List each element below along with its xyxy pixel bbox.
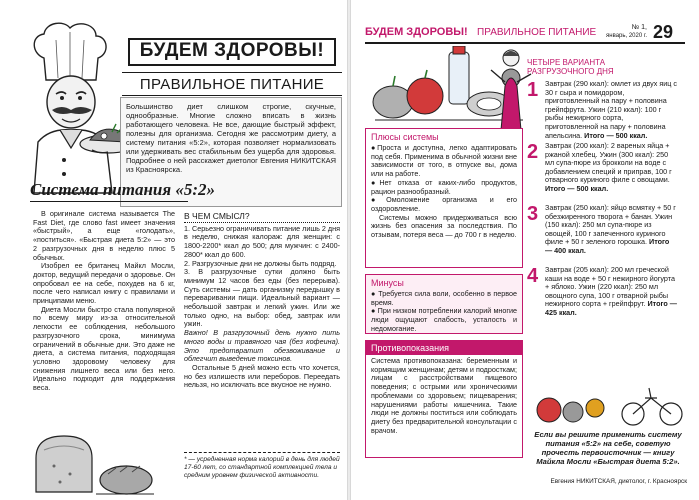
author-signature: Евгения НИКИТСКАЯ, диетолог, г. Красноярск — [550, 478, 687, 485]
option-text: Завтрак (200 ккал): 2 вареных яйца + ржаной хлебец. Ужин (300 ккал): 250 мл супа-пюре из брокколи на воде с добавлением специй и приправ, 100 г отварного куриного филе с овощами. — [545, 141, 672, 185]
article-column-1 — [33, 210, 175, 393]
pluses-title: Плюсы системы — [371, 132, 439, 142]
pluses-note: Системы можно придерживаться всю жизнь без опасения за последствия. По отзывам, потеря веса — до 700 г в неделю. — [371, 212, 517, 240]
minuses-box — [365, 274, 523, 334]
header-subtitle: ПРАВИЛЬНОЕ ПИТАНИЕ — [122, 72, 342, 96]
closing-quote: Если вы решите применить систему питания «5:2» на себе, советую прочесть первоисточник — книгу Майкла Мосли «Быстрая диета 5:2». — [534, 430, 682, 466]
option-item — [527, 142, 677, 194]
option-number: 4 — [527, 265, 539, 287]
pluses-box — [365, 128, 523, 268]
contraindications-text: Система противопоказана: беременным и кормящим женщинам; детям и подросткам; лицам с расстройствами пищевого поведения; с острыми или хроническими проблемами со здоровьем; пищеварения; нарушениями работы кишечника. Такие люди не должны поститься или соблюдать диету без предварительной консультации с врачом. — [371, 356, 517, 435]
col1-paragraph: Диета Мосли быстро стала популярной по всему миру из-за относительной легкости ее соблюдения, небольшого разгрузочного срока, минимума ограничений в обычные дни. Это даже не диета, а система питания, подходящая условно здоровому человеку для снижения лишнего веса или без него. Идеально подходит для поддержания веса. — [33, 304, 175, 393]
option-item — [527, 204, 677, 256]
left-header — [122, 34, 342, 94]
col1-paragraph: В оригинале система называется The Fast Diet, где слово fast имеет значения «быстрый», а еще «голодать», «поститься». «Быстрая диета 5:2» — это 2 разгрузочных дня в неделю плюс 5 обычных. — [33, 209, 175, 262]
options-title-line2: РАЗГРУЗОЧНОГО ДНЯ — [527, 67, 614, 76]
header-title: БУДЕМ ЗДОРОВЫ! — [139, 40, 325, 61]
col1-paragraph: Изобрел ее британец Майкл Мосли, доктор, ведущий передачи о здоровье. Он опробовал ее на себе, похудев на 6 кг, после чего написал книгу с правилами и принципами меню. — [33, 261, 175, 306]
pluses-item: ●Омоложение организма и его оздоровление. — [371, 195, 517, 213]
pluses-item: ●Проста и доступна, легко адаптировать под себя. Применима в обычной жизни вне зависимости от того, в отпуске вы, дома или на работе. — [371, 143, 517, 179]
option-total: Итого — 425 ккал. — [545, 299, 677, 317]
right-page — [351, 0, 699, 500]
fruit-bike-illustration — [529, 378, 689, 428]
header-rule — [365, 42, 685, 44]
pluses-item: ●Нет отказа от каких-либо продуктов, рацион разнообразный. — [371, 177, 517, 196]
options-title-line1: ЧЕТЫРЕ ВАРИАНТА — [527, 58, 606, 67]
option-number: 3 — [527, 203, 539, 225]
col2-item: 3. В разгрузочные сутки должно быть минимум 12 часов без еды (без перерыва). Суть системы — дать организму передышку в переваривании пищи. Идеальный вариант — небольшой завтрак и легкий ужин. Или же только одно, на выбор: обед, завтрак или ужин. — [184, 267, 340, 329]
option-text: Завтрак (250 ккал): яйцо всмятку + 50 г обезжиренного творога + банан. Ужин (150 ккал): 250 мл супа-пюре из овощей, 100 г запеченного куриного филе + 50 г зеленого горошка. — [545, 203, 676, 247]
option-total: Итого — 500 ккал. — [584, 130, 648, 140]
col2-heading: В ЧЕМ СМЫСЛ? — [184, 212, 340, 223]
option-number: 2 — [527, 141, 539, 163]
running-header-title: БУДЕМ ЗДОРОВЫ! — [365, 26, 468, 38]
article-title: Система питания «5:2» — [30, 180, 216, 199]
page-number: 29 — [653, 22, 674, 42]
intro-text: Большинство диет слишком строгие, скучные, однообразные. Многие сложно вписать в жизнь работающего человека. Не все, дающие быстрый эффект, полезны для организма. Сегодня же рассмотрим диету, а систему питания «5:2», которая позволяет нормализовать или удерживать вес стабильным без ущерба для здоровья. Подробнее о ней расскажет диетолог Евгения НИКИТСКАЯ из Красноярска. — [126, 102, 336, 174]
col2-rest: Остальные 5 дней можно есть что хочется, но без излишеств или переборов. Переедать нельзя, но исключать все вкусное не нужно. — [184, 362, 340, 390]
minuses-title: Минусы — [371, 278, 404, 288]
option-total: Итого — 500 ккал. — [545, 183, 609, 193]
bread-illustration — [30, 406, 158, 498]
option-text: Завтрак (205 ккал): 200 мл греческой каши на воде + 50 г нежирного йогурта + яблоко. Ужин (220 ккал): 250 мл овощного супа, 100 г отварной рыбы нежирного сорта + грейпфрут. — [545, 265, 675, 309]
options-list — [527, 80, 687, 380]
option-text: Завтрак (290 ккал): омлет из двух яиц с 30 г сыра и помидором, приготовленный на пару + половина грейпфрута. Ужин (210 ккал): 100 г рыбы нежирного сорта, приготовленной на пару + половина апельсина. — [545, 79, 677, 140]
minuses-item: ● Требуется сила воли, особенно в первое время. — [371, 289, 517, 307]
contraindications-box — [365, 340, 523, 458]
col2-item: 1. Серьезно ограничивать питание лишь 2 дня в неделю, снижая калораж: для женщин: с 1800-2200* ккал до 500; для мужчин: с 2400-2800* ккал до 600. — [184, 223, 340, 259]
running-header-subtitle: ПРАВИЛЬНОЕ ПИТАНИЕ — [477, 27, 597, 38]
issue-number: № 1, — [631, 24, 647, 31]
article-title-underline — [30, 201, 188, 202]
col2-important: Важно! В разгрузочный день нужно пить много воды и травяного чая (без кофеина). Это предотвратит обезвоживание и облегчит выведение токсинов. — [184, 328, 340, 364]
chef-illustration — [4, 18, 136, 196]
left-page — [0, 0, 347, 500]
minuses-item: ● При низком потреблении калорий многие люди ощущают слабость, усталость и недомогание. — [371, 306, 517, 333]
option-total: Итого — 400 ккал. — [545, 237, 670, 255]
footnote: * — усредненная норма калорий в день для людей 17-60 лет, со стандартной комплекцией тела и средним уровнем физической активности. — [184, 452, 340, 480]
issue-date: январь, 2020 г. — [606, 33, 647, 39]
article-column-2 — [184, 212, 340, 390]
option-item — [527, 80, 677, 140]
contraindications-title: Противопоказания — [366, 341, 522, 355]
col2-item: 2. Разгрузочные дни не должны быть подряд. — [184, 258, 337, 268]
option-item — [527, 266, 677, 318]
option-number: 1 — [527, 79, 539, 101]
